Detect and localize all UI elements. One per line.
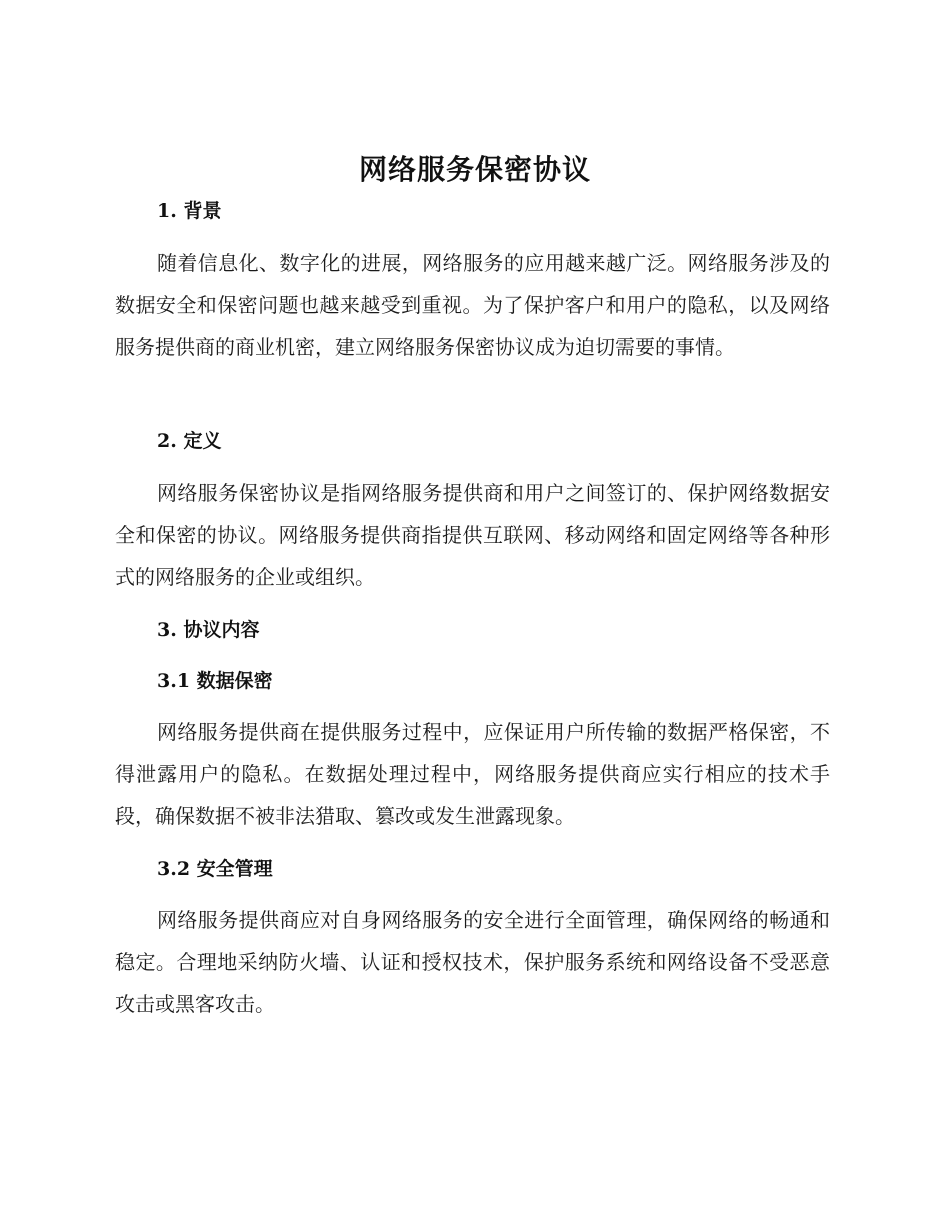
section-heading-data-confidentiality: 3.1 数据保密 xyxy=(157,670,273,692)
section-text-background: 随着信息化、数字化的进展，网络服务的应用越来越广泛。网络服务涉及的数据安全和保密问题也越来越受到重视。为了保护客户和用户的隐私，以及网络服务提供商的商业机密，建立网络服务保密协议成为迫切需要的事情。 xyxy=(115,251,830,359)
section-text-security-management: 网络服务提供商应对自身网络服务的安全进行全面管理，确保网络的畅通和稳定。合理地采纳防火墙、认证和授权技术，保护服务系统和网络设备不受恶意攻击或黑客攻击。 xyxy=(115,908,830,1016)
section-heading-definition: 2. 定义 xyxy=(157,430,222,452)
section-text-definition: 网络服务保密协议是指网络服务提供商和用户之间签订的、保护网络数据安全和保密的协议。网络服务提供商指提供互联网、移动网络和固定网络等各种形式的网络服务的企业或组织。 xyxy=(115,481,830,589)
document-title: 网络服务保密协议 xyxy=(358,153,591,186)
section-heading-background: 1. 背景 xyxy=(157,200,222,222)
section-heading-agreement-content: 3. 协议内容 xyxy=(157,619,260,641)
section-text-data-confidentiality: 网络服务提供商在提供服务过程中，应保证用户所传输的数据严格保密，不得泄露用户的隐私。在数据处理过程中，网络服务提供商应实行相应的技术手段，确保数据不被非法猎取、篡改或发生泄露现象。 xyxy=(115,720,830,828)
section-heading-security-management: 3.2 安全管理 xyxy=(157,858,273,880)
